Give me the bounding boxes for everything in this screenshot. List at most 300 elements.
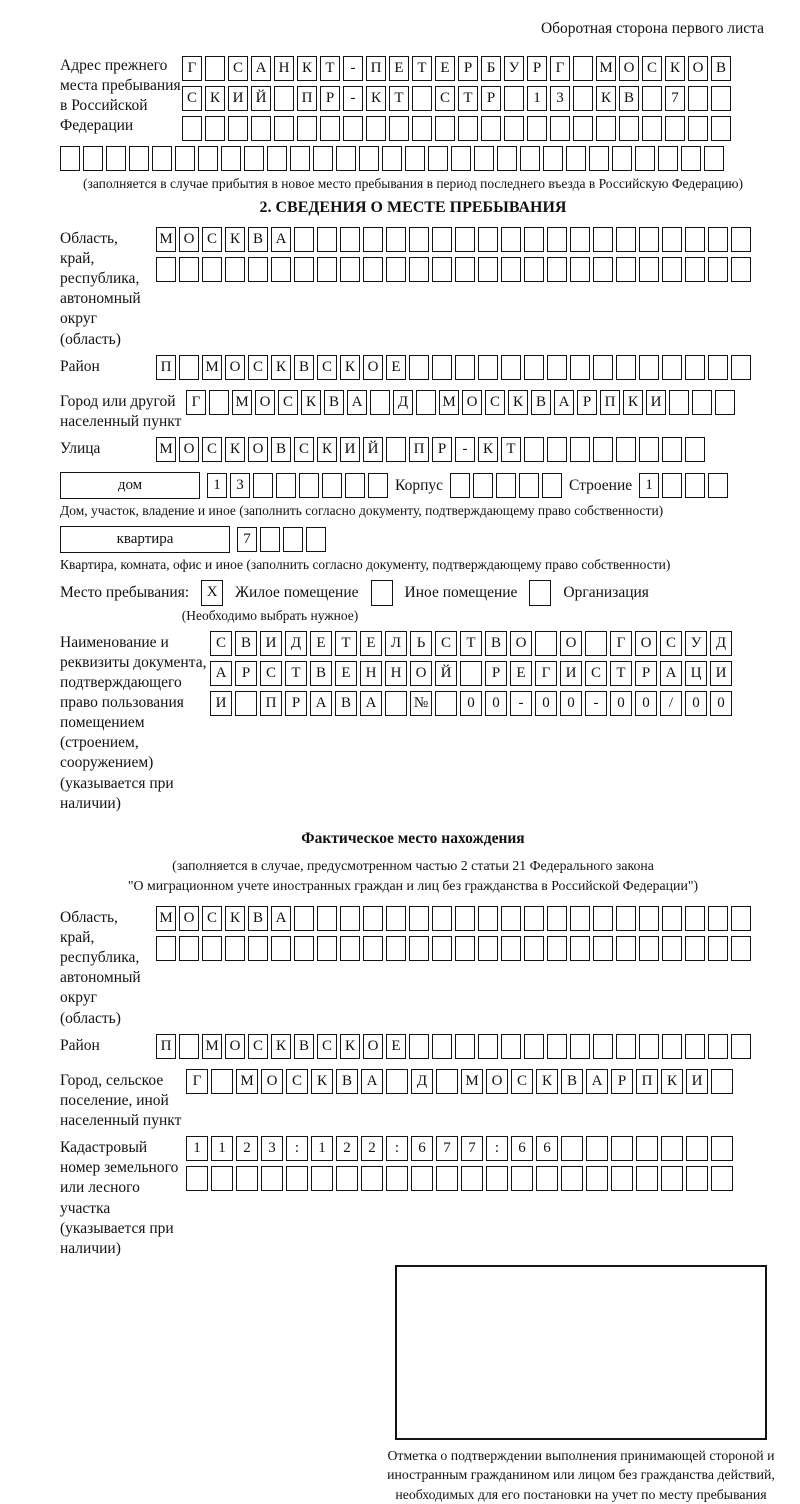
char-cell[interactable] bbox=[639, 1034, 659, 1059]
char-cell[interactable] bbox=[294, 227, 314, 252]
char-cell[interactable]: К bbox=[536, 1069, 558, 1094]
char-cell[interactable]: О bbox=[462, 390, 482, 415]
char-cell[interactable]: К bbox=[623, 390, 643, 415]
char-cell[interactable]: К bbox=[661, 1069, 683, 1094]
char-cell[interactable]: С bbox=[317, 355, 337, 380]
char-cell[interactable]: О bbox=[248, 437, 268, 462]
char-cell[interactable]: В bbox=[248, 227, 268, 252]
char-cell[interactable] bbox=[596, 116, 616, 141]
char-cell[interactable]: О bbox=[560, 631, 582, 656]
char-cell[interactable] bbox=[432, 1034, 452, 1059]
char-cell[interactable] bbox=[432, 936, 452, 961]
char-cell[interactable] bbox=[593, 257, 613, 282]
char-cell[interactable] bbox=[416, 390, 436, 415]
char-cell[interactable] bbox=[211, 1166, 233, 1191]
char-cell[interactable] bbox=[662, 437, 682, 462]
char-cell[interactable] bbox=[711, 1166, 733, 1191]
char-cell[interactable] bbox=[460, 661, 482, 686]
char-cell[interactable] bbox=[60, 146, 80, 171]
char-cell[interactable]: : bbox=[386, 1136, 408, 1161]
char-cell[interactable]: М bbox=[202, 1034, 222, 1059]
char-cell[interactable] bbox=[616, 906, 636, 931]
char-cell[interactable]: Р bbox=[235, 661, 257, 686]
char-cell[interactable] bbox=[432, 906, 452, 931]
char-cell[interactable] bbox=[386, 1166, 408, 1191]
char-cell[interactable]: И bbox=[560, 661, 582, 686]
char-cell[interactable]: 7 bbox=[665, 86, 685, 111]
char-cell[interactable] bbox=[363, 227, 383, 252]
char-cell[interactable]: С bbox=[317, 1034, 337, 1059]
char-cell[interactable] bbox=[248, 257, 268, 282]
char-cell[interactable]: А bbox=[361, 1069, 383, 1094]
char-cell[interactable] bbox=[636, 1136, 658, 1161]
char-cell[interactable] bbox=[708, 355, 728, 380]
char-cell[interactable] bbox=[639, 355, 659, 380]
char-cell[interactable]: К bbox=[311, 1069, 333, 1094]
char-cell[interactable] bbox=[386, 936, 406, 961]
char-cell[interactable] bbox=[405, 146, 425, 171]
char-cell[interactable] bbox=[524, 906, 544, 931]
char-cell[interactable] bbox=[386, 437, 406, 462]
char-cell[interactable] bbox=[297, 116, 317, 141]
char-cell[interactable]: О bbox=[179, 227, 199, 252]
char-cell[interactable] bbox=[412, 116, 432, 141]
char-cell[interactable]: Р bbox=[577, 390, 597, 415]
char-cell[interactable] bbox=[616, 437, 636, 462]
char-cell[interactable] bbox=[366, 116, 386, 141]
char-cell[interactable]: / bbox=[660, 691, 682, 716]
char-cell[interactable]: В bbox=[310, 661, 332, 686]
char-cell[interactable]: 0 bbox=[635, 691, 657, 716]
char-cell[interactable] bbox=[261, 1166, 283, 1191]
char-cell[interactable] bbox=[711, 116, 731, 141]
char-cell[interactable]: Л bbox=[385, 631, 407, 656]
char-cell[interactable] bbox=[669, 390, 689, 415]
char-cell[interactable]: С bbox=[202, 906, 222, 931]
char-cell[interactable] bbox=[386, 1069, 408, 1094]
char-cell[interactable] bbox=[179, 1034, 199, 1059]
char-cell[interactable]: Д bbox=[710, 631, 732, 656]
char-cell[interactable]: Р bbox=[285, 691, 307, 716]
char-cell[interactable] bbox=[340, 227, 360, 252]
char-cell[interactable] bbox=[411, 1166, 433, 1191]
char-cell[interactable]: Р bbox=[458, 56, 478, 81]
char-cell[interactable]: О bbox=[363, 1034, 383, 1059]
char-cell[interactable] bbox=[455, 906, 475, 931]
char-cell[interactable]: К bbox=[225, 906, 245, 931]
char-cell[interactable]: Р bbox=[635, 661, 657, 686]
char-cell[interactable] bbox=[386, 227, 406, 252]
char-cell[interactable] bbox=[386, 257, 406, 282]
char-cell[interactable] bbox=[363, 257, 383, 282]
char-cell[interactable]: Е bbox=[510, 661, 532, 686]
char-cell[interactable] bbox=[198, 146, 218, 171]
char-cell[interactable]: 0 bbox=[485, 691, 507, 716]
char-cell[interactable]: Г bbox=[186, 1069, 208, 1094]
char-cell[interactable] bbox=[692, 390, 712, 415]
char-cell[interactable] bbox=[311, 1166, 333, 1191]
char-cell[interactable] bbox=[731, 257, 751, 282]
char-cell[interactable] bbox=[639, 936, 659, 961]
char-cell[interactable]: Т bbox=[389, 86, 409, 111]
char-cell[interactable] bbox=[473, 473, 493, 498]
char-cell[interactable] bbox=[708, 906, 728, 931]
char-cell[interactable]: Т bbox=[412, 56, 432, 81]
char-cell[interactable]: В bbox=[271, 437, 291, 462]
char-cell[interactable]: В bbox=[619, 86, 639, 111]
char-cell[interactable]: А bbox=[360, 691, 382, 716]
char-cell[interactable] bbox=[271, 257, 291, 282]
char-cell[interactable] bbox=[368, 473, 388, 498]
char-cell[interactable] bbox=[478, 227, 498, 252]
char-cell[interactable]: - bbox=[455, 437, 475, 462]
char-cell[interactable] bbox=[317, 936, 337, 961]
char-cell[interactable]: - bbox=[585, 691, 607, 716]
char-cell[interactable] bbox=[681, 146, 701, 171]
char-cell[interactable] bbox=[711, 1136, 733, 1161]
char-cell[interactable]: М bbox=[439, 390, 459, 415]
char-cell[interactable] bbox=[317, 227, 337, 252]
char-cell[interactable]: Р bbox=[527, 56, 547, 81]
char-cell[interactable] bbox=[573, 116, 593, 141]
char-cell[interactable] bbox=[586, 1136, 608, 1161]
char-cell[interactable] bbox=[283, 527, 303, 552]
char-cell[interactable] bbox=[711, 1069, 733, 1094]
char-cell[interactable] bbox=[535, 631, 557, 656]
char-cell[interactable]: С bbox=[642, 56, 662, 81]
char-cell[interactable]: В bbox=[294, 355, 314, 380]
char-cell[interactable] bbox=[685, 437, 705, 462]
char-cell[interactable] bbox=[294, 906, 314, 931]
char-cell[interactable] bbox=[501, 936, 521, 961]
char-cell[interactable] bbox=[179, 257, 199, 282]
char-cell[interactable] bbox=[221, 146, 241, 171]
char-cell[interactable]: К bbox=[271, 355, 291, 380]
char-cell[interactable]: В bbox=[235, 631, 257, 656]
char-cell[interactable] bbox=[639, 227, 659, 252]
char-cell[interactable] bbox=[731, 936, 751, 961]
char-cell[interactable]: И bbox=[260, 631, 282, 656]
char-cell[interactable]: 0 bbox=[560, 691, 582, 716]
char-cell[interactable] bbox=[542, 473, 562, 498]
char-cell[interactable] bbox=[708, 257, 728, 282]
char-cell[interactable]: Н bbox=[385, 661, 407, 686]
char-cell[interactable]: П bbox=[156, 355, 176, 380]
char-cell[interactable] bbox=[616, 936, 636, 961]
char-cell[interactable]: С bbox=[294, 437, 314, 462]
char-cell[interactable]: М bbox=[236, 1069, 258, 1094]
char-cell[interactable] bbox=[409, 227, 429, 252]
char-cell[interactable] bbox=[294, 257, 314, 282]
char-cell[interactable]: Е bbox=[386, 355, 406, 380]
char-cell[interactable] bbox=[547, 227, 567, 252]
char-cell[interactable] bbox=[570, 936, 590, 961]
char-cell[interactable] bbox=[340, 257, 360, 282]
char-cell[interactable] bbox=[156, 257, 176, 282]
char-cell[interactable] bbox=[496, 473, 516, 498]
char-cell[interactable]: М bbox=[156, 227, 176, 252]
char-cell[interactable]: Г bbox=[535, 661, 557, 686]
char-cell[interactable] bbox=[478, 355, 498, 380]
char-cell[interactable]: № bbox=[410, 691, 432, 716]
char-cell[interactable] bbox=[685, 473, 705, 498]
char-cell[interactable]: 1 bbox=[186, 1136, 208, 1161]
char-cell[interactable] bbox=[642, 116, 662, 141]
char-cell[interactable] bbox=[322, 473, 342, 498]
char-cell[interactable] bbox=[547, 936, 567, 961]
char-cell[interactable] bbox=[550, 116, 570, 141]
char-cell[interactable] bbox=[547, 257, 567, 282]
char-cell[interactable] bbox=[409, 906, 429, 931]
char-cell[interactable]: О bbox=[261, 1069, 283, 1094]
char-cell[interactable] bbox=[524, 227, 544, 252]
char-cell[interactable]: Р bbox=[432, 437, 452, 462]
char-cell[interactable] bbox=[585, 631, 607, 656]
char-cell[interactable]: 3 bbox=[550, 86, 570, 111]
char-cell[interactable]: Й bbox=[435, 661, 457, 686]
char-cell[interactable]: : bbox=[486, 1136, 508, 1161]
char-cell[interactable] bbox=[611, 1136, 633, 1161]
char-cell[interactable] bbox=[455, 227, 475, 252]
char-cell[interactable] bbox=[586, 1166, 608, 1191]
char-cell[interactable]: Е bbox=[389, 56, 409, 81]
char-cell[interactable]: Т bbox=[320, 56, 340, 81]
char-cell[interactable] bbox=[432, 355, 452, 380]
char-cell[interactable]: С bbox=[248, 1034, 268, 1059]
char-cell[interactable]: Й bbox=[363, 437, 383, 462]
char-cell[interactable] bbox=[547, 1034, 567, 1059]
char-cell[interactable] bbox=[566, 146, 586, 171]
char-cell[interactable]: А bbox=[554, 390, 574, 415]
char-cell[interactable] bbox=[478, 936, 498, 961]
char-cell[interactable]: П bbox=[600, 390, 620, 415]
char-cell[interactable] bbox=[543, 146, 563, 171]
char-cell[interactable]: Т bbox=[460, 631, 482, 656]
char-cell[interactable]: О bbox=[225, 355, 245, 380]
char-cell[interactable]: Р bbox=[485, 661, 507, 686]
char-cell[interactable]: П bbox=[156, 1034, 176, 1059]
other-premises-checkbox[interactable] bbox=[371, 580, 393, 606]
char-cell[interactable] bbox=[731, 227, 751, 252]
char-cell[interactable] bbox=[386, 906, 406, 931]
char-cell[interactable]: Н bbox=[360, 661, 382, 686]
char-cell[interactable]: М bbox=[232, 390, 252, 415]
char-cell[interactable]: К bbox=[225, 227, 245, 252]
char-cell[interactable] bbox=[478, 257, 498, 282]
char-cell[interactable] bbox=[662, 355, 682, 380]
char-cell[interactable]: П bbox=[409, 437, 429, 462]
char-cell[interactable] bbox=[504, 116, 524, 141]
char-cell[interactable] bbox=[711, 86, 731, 111]
char-cell[interactable]: С bbox=[182, 86, 202, 111]
char-cell[interactable]: С bbox=[248, 355, 268, 380]
char-cell[interactable]: К bbox=[366, 86, 386, 111]
char-cell[interactable] bbox=[501, 227, 521, 252]
char-cell[interactable] bbox=[202, 936, 222, 961]
char-cell[interactable]: А bbox=[586, 1069, 608, 1094]
char-cell[interactable]: Е bbox=[435, 56, 455, 81]
char-cell[interactable]: А bbox=[310, 691, 332, 716]
char-cell[interactable] bbox=[665, 116, 685, 141]
char-cell[interactable] bbox=[686, 1136, 708, 1161]
char-cell[interactable] bbox=[363, 906, 383, 931]
char-cell[interactable] bbox=[209, 390, 229, 415]
char-cell[interactable] bbox=[340, 906, 360, 931]
char-cell[interactable] bbox=[276, 473, 296, 498]
char-cell[interactable] bbox=[501, 1034, 521, 1059]
char-cell[interactable]: О bbox=[410, 661, 432, 686]
char-cell[interactable]: И bbox=[686, 1069, 708, 1094]
char-cell[interactable]: Б bbox=[481, 56, 501, 81]
char-cell[interactable] bbox=[708, 473, 728, 498]
char-cell[interactable]: С bbox=[286, 1069, 308, 1094]
char-cell[interactable]: И bbox=[646, 390, 666, 415]
char-cell[interactable] bbox=[685, 227, 705, 252]
char-cell[interactable]: М bbox=[156, 906, 176, 931]
char-cell[interactable] bbox=[658, 146, 678, 171]
char-cell[interactable] bbox=[685, 1034, 705, 1059]
char-cell[interactable] bbox=[461, 1166, 483, 1191]
char-cell[interactable] bbox=[205, 116, 225, 141]
char-cell[interactable] bbox=[593, 906, 613, 931]
char-cell[interactable]: А bbox=[347, 390, 367, 415]
char-cell[interactable] bbox=[248, 936, 268, 961]
char-cell[interactable] bbox=[619, 116, 639, 141]
char-cell[interactable]: Ь bbox=[410, 631, 432, 656]
organization-checkbox[interactable] bbox=[529, 580, 551, 606]
char-cell[interactable]: Р bbox=[481, 86, 501, 111]
char-cell[interactable] bbox=[274, 116, 294, 141]
char-cell[interactable] bbox=[228, 116, 248, 141]
char-cell[interactable] bbox=[260, 527, 280, 552]
char-cell[interactable]: С bbox=[210, 631, 232, 656]
char-cell[interactable]: Т bbox=[335, 631, 357, 656]
char-cell[interactable] bbox=[409, 1034, 429, 1059]
char-cell[interactable]: М bbox=[156, 437, 176, 462]
char-cell[interactable]: В bbox=[711, 56, 731, 81]
char-cell[interactable]: 1 bbox=[207, 473, 227, 498]
char-cell[interactable] bbox=[253, 473, 273, 498]
char-cell[interactable]: 2 bbox=[336, 1136, 358, 1161]
char-cell[interactable]: С bbox=[260, 661, 282, 686]
char-cell[interactable]: А bbox=[251, 56, 271, 81]
char-cell[interactable] bbox=[481, 116, 501, 141]
char-cell[interactable] bbox=[593, 936, 613, 961]
char-cell[interactable]: Т bbox=[285, 661, 307, 686]
char-cell[interactable]: Е bbox=[386, 1034, 406, 1059]
char-cell[interactable] bbox=[524, 257, 544, 282]
char-cell[interactable] bbox=[501, 355, 521, 380]
char-cell[interactable]: 6 bbox=[411, 1136, 433, 1161]
char-cell[interactable] bbox=[359, 146, 379, 171]
char-cell[interactable] bbox=[317, 257, 337, 282]
char-cell[interactable]: С bbox=[202, 227, 222, 252]
char-cell[interactable] bbox=[708, 1034, 728, 1059]
char-cell[interactable]: Н bbox=[274, 56, 294, 81]
char-cell[interactable] bbox=[731, 1034, 751, 1059]
char-cell[interactable] bbox=[524, 437, 544, 462]
char-cell[interactable] bbox=[205, 56, 225, 81]
char-cell[interactable] bbox=[152, 146, 172, 171]
char-cell[interactable] bbox=[474, 146, 494, 171]
char-cell[interactable]: С bbox=[435, 86, 455, 111]
char-cell[interactable] bbox=[570, 355, 590, 380]
char-cell[interactable] bbox=[458, 116, 478, 141]
char-cell[interactable] bbox=[106, 146, 126, 171]
char-cell[interactable] bbox=[524, 355, 544, 380]
char-cell[interactable] bbox=[611, 1166, 633, 1191]
char-cell[interactable] bbox=[202, 257, 222, 282]
char-cell[interactable] bbox=[409, 936, 429, 961]
char-cell[interactable]: 0 bbox=[610, 691, 632, 716]
char-cell[interactable] bbox=[83, 146, 103, 171]
char-cell[interactable] bbox=[536, 1166, 558, 1191]
char-cell[interactable] bbox=[345, 473, 365, 498]
char-cell[interactable] bbox=[497, 146, 517, 171]
char-cell[interactable]: В bbox=[561, 1069, 583, 1094]
char-cell[interactable] bbox=[179, 936, 199, 961]
char-cell[interactable]: О bbox=[619, 56, 639, 81]
char-cell[interactable]: О bbox=[225, 1034, 245, 1059]
char-cell[interactable] bbox=[731, 906, 751, 931]
char-cell[interactable]: 6 bbox=[511, 1136, 533, 1161]
char-cell[interactable]: К bbox=[301, 390, 321, 415]
char-cell[interactable]: 0 bbox=[685, 691, 707, 716]
char-cell[interactable]: С bbox=[202, 437, 222, 462]
char-cell[interactable]: К bbox=[665, 56, 685, 81]
char-cell[interactable] bbox=[636, 1166, 658, 1191]
char-cell[interactable]: К bbox=[340, 1034, 360, 1059]
char-cell[interactable] bbox=[704, 146, 724, 171]
char-cell[interactable]: 7 bbox=[436, 1136, 458, 1161]
char-cell[interactable] bbox=[519, 473, 539, 498]
char-cell[interactable] bbox=[685, 906, 705, 931]
char-cell[interactable]: 7 bbox=[461, 1136, 483, 1161]
char-cell[interactable] bbox=[685, 257, 705, 282]
char-cell[interactable]: К bbox=[297, 56, 317, 81]
char-cell[interactable]: В bbox=[248, 906, 268, 931]
char-cell[interactable] bbox=[436, 1069, 458, 1094]
char-cell[interactable] bbox=[225, 936, 245, 961]
char-cell[interactable]: О bbox=[486, 1069, 508, 1094]
char-cell[interactable]: Р bbox=[611, 1069, 633, 1094]
char-cell[interactable]: Т bbox=[458, 86, 478, 111]
char-cell[interactable]: - bbox=[510, 691, 532, 716]
char-cell[interactable] bbox=[616, 1034, 636, 1059]
char-cell[interactable] bbox=[451, 146, 471, 171]
char-cell[interactable] bbox=[478, 1034, 498, 1059]
char-cell[interactable] bbox=[271, 936, 291, 961]
char-cell[interactable] bbox=[573, 86, 593, 111]
char-cell[interactable]: 1 bbox=[527, 86, 547, 111]
char-cell[interactable] bbox=[688, 116, 708, 141]
char-cell[interactable] bbox=[708, 227, 728, 252]
char-cell[interactable] bbox=[306, 527, 326, 552]
char-cell[interactable] bbox=[662, 906, 682, 931]
char-cell[interactable] bbox=[412, 86, 432, 111]
char-cell[interactable] bbox=[286, 1166, 308, 1191]
char-cell[interactable] bbox=[662, 257, 682, 282]
char-cell[interactable] bbox=[661, 1166, 683, 1191]
char-cell[interactable] bbox=[635, 146, 655, 171]
char-cell[interactable]: О bbox=[179, 906, 199, 931]
char-cell[interactable] bbox=[290, 146, 310, 171]
char-cell[interactable] bbox=[589, 146, 609, 171]
char-cell[interactable]: О bbox=[510, 631, 532, 656]
char-cell[interactable]: С bbox=[278, 390, 298, 415]
char-cell[interactable]: 3 bbox=[261, 1136, 283, 1161]
char-cell[interactable]: К bbox=[271, 1034, 291, 1059]
